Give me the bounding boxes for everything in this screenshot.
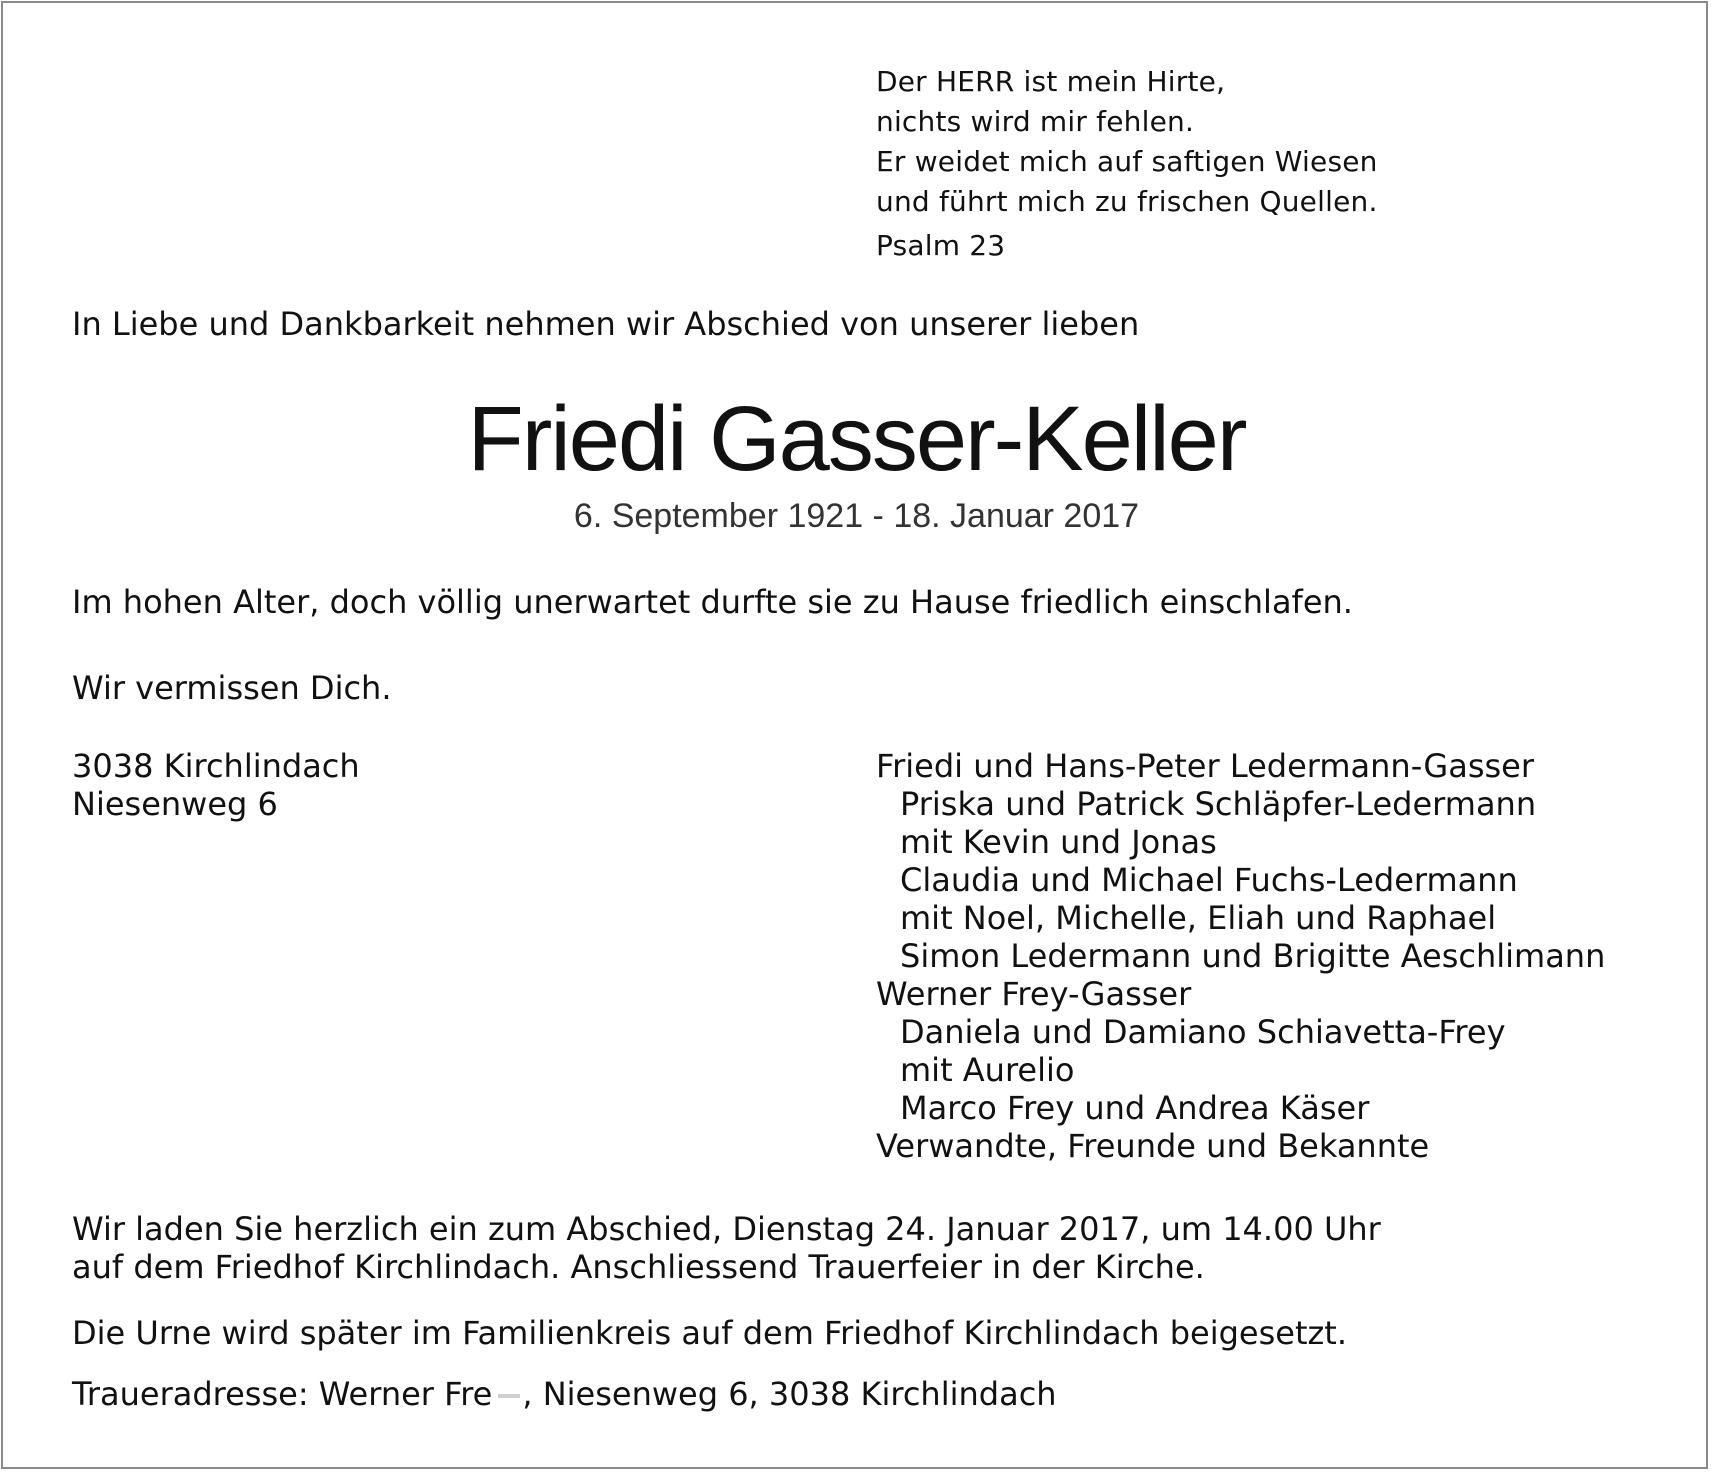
intro-text: In Liebe und Dankbarkeit nehmen wir Abschied von unserer lieben — [72, 305, 1140, 343]
mourners-list — [876, 747, 1605, 1165]
mourner-line: Verwandte, Freunde und Bekannte — [876, 1127, 1430, 1165]
psalm-line: Er weidet mich auf saftigen Wiesen — [876, 145, 1378, 178]
mourning-address-start: Traueradresse: Werner Fre — [72, 1375, 493, 1413]
mourning-address — [72, 1372, 1057, 1416]
funeral-invitation — [72, 1210, 1381, 1286]
mourner-line: mit Aurelio — [900, 1051, 1075, 1089]
passing-text: Im hohen Alter, doch völlig unerwartet durfte sie zu Hause friedlich einschlafen. — [72, 583, 1353, 621]
psalm-line: und führt mich zu frischen Quellen. — [876, 185, 1378, 218]
home-address — [72, 747, 360, 823]
life-dates: 6. September 1921 - 18. Januar 2017 — [573, 497, 1140, 535]
mourner-line: Daniela und Damiano Schiavetta-Frey — [900, 1013, 1506, 1051]
mourner-line: mit Noel, Michelle, Eliah und Raphael — [900, 899, 1497, 937]
mourner-line: mit Kevin und Jonas — [900, 823, 1217, 861]
mourner-line: Claudia und Michael Fuchs-Ledermann — [900, 861, 1518, 899]
address-line: Niesenweg 6 — [72, 785, 278, 823]
psalm-source: Psalm 23 — [876, 229, 1006, 262]
invitation-line: auf dem Friedhof Kirchlindach. Anschliessend Trauerfeier in der Kirche. — [72, 1248, 1205, 1286]
mourning-address-end: , Niesenweg 6, 3038 Kirchlindach — [522, 1375, 1057, 1413]
mourner-line: Simon Ledermann und Brigitte Aeschlimann — [900, 937, 1606, 975]
psalm-quote — [876, 62, 1378, 266]
invitation-line: Wir laden Sie herzlich ein zum Abschied, Dienstag 24. Januar 2017, um 14.00 Uhr — [72, 1210, 1381, 1248]
mourner-line: Friedi und Hans-Peter Ledermann-Gasser — [876, 747, 1535, 785]
mourner-line: Werner Frey-Gasser — [876, 975, 1192, 1013]
miss-you-text: Wir vermissen Dich. — [72, 669, 392, 707]
redaction-mark — [498, 1394, 520, 1398]
mourner-line: Marco Frey und Andrea Käser — [900, 1089, 1370, 1127]
address-line: 3038 Kirchlindach — [72, 747, 360, 785]
psalm-line: Der HERR ist mein Hirte, — [876, 65, 1226, 98]
urn-notice: Die Urne wird später im Familienkreis auf dem Friedhof Kirchlindach beigesetzt. — [72, 1314, 1348, 1352]
deceased-name: Friedi Gasser-Keller — [467, 388, 1246, 490]
psalm-line: nichts wird mir fehlen. — [876, 105, 1195, 138]
mourner-line: Priska und Patrick Schläpfer-Ledermann — [900, 785, 1537, 823]
